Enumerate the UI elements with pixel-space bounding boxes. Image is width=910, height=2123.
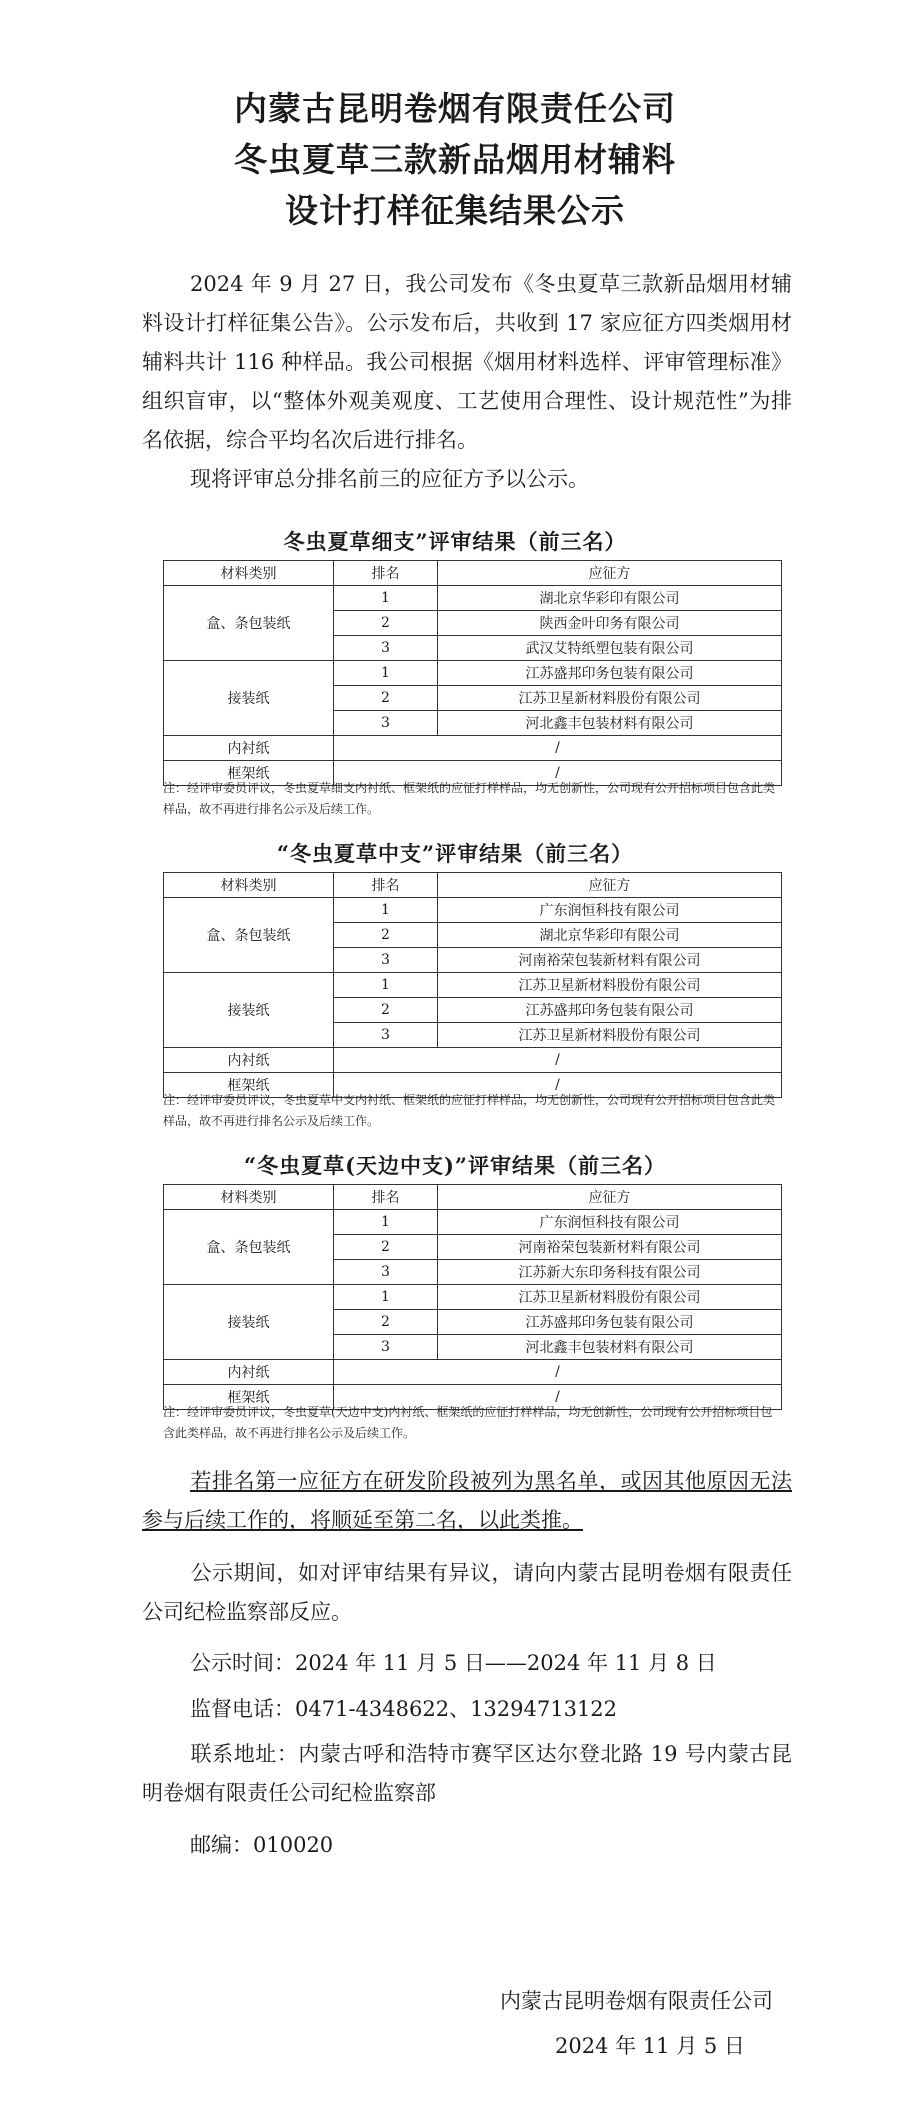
applicant-cell: 江苏盛邦印务包装有限公司	[438, 661, 782, 686]
applicant-cell: 广东润恒科技有限公司	[438, 1210, 782, 1235]
intro-paragraph	[142, 265, 792, 460]
title-line-2: 冬虫夏草三款新品烟用材辅料	[234, 140, 676, 179]
table-row	[164, 1048, 782, 1073]
title-line-1: 内蒙古昆明卷烟有限责任公司	[234, 89, 676, 128]
rank-cell: 2	[334, 1235, 438, 1260]
category-cell: 接装纸	[164, 973, 334, 1048]
applicant-cell: 武汉艾特纸塑包装有限公司	[438, 636, 782, 661]
rank-cell: 2	[334, 923, 438, 948]
category-cell: 框架纸	[164, 761, 334, 786]
rank-cell: 1	[334, 586, 438, 611]
header-category: 材料类别	[164, 561, 334, 586]
category-cell: 内衬纸	[164, 1048, 334, 1073]
header-applicant: 应征方	[438, 561, 782, 586]
table-header-row	[164, 1185, 782, 1210]
publicity-period: 公示时间：2024 年 11 月 5 日——2024 年 11 月 8 日	[190, 1651, 717, 1675]
table-2-caption: “冬虫夏草中支”评审结果（前三名）	[276, 841, 634, 866]
rank-cell: 3	[334, 1023, 438, 1048]
applicant-cell: 河北鑫丰包装材料有限公司	[438, 1335, 782, 1360]
table-1-note: 注：经评审委员评议，冬虫夏草细支内衬纸、框架纸的应征打样样品，均无创新性，公司现有公开招标项目包含此类样品，故不再进行排名公示及后续工作。	[163, 781, 776, 816]
header-applicant: 应征方	[438, 1185, 782, 1210]
applicant-cell: 江苏卫星新材料股份有限公司	[438, 973, 782, 998]
table-3	[163, 1184, 782, 1410]
header-category: 材料类别	[164, 873, 334, 898]
rank-cell: 3	[334, 636, 438, 661]
applicant-cell: 河南裕荣包装新材料有限公司	[438, 1235, 782, 1260]
rank-cell: 3	[334, 1260, 438, 1285]
applicant-cell: 广东润恒科技有限公司	[438, 898, 782, 923]
category-cell: 框架纸	[164, 1073, 334, 1098]
rank-cell: 1	[334, 1210, 438, 1235]
header-rank: 排名	[334, 561, 438, 586]
blacklist-paragraph	[142, 1462, 792, 1540]
intro2-text: 现将评审总分排名前三的应征方予以公示。	[190, 467, 589, 491]
table-header-row	[164, 561, 782, 586]
header-rank: 排名	[334, 1185, 438, 1210]
table-header-row	[164, 873, 782, 898]
category-cell: 内衬纸	[164, 1360, 334, 1385]
rank-cell: 2	[334, 686, 438, 711]
header-category: 材料类别	[164, 1185, 334, 1210]
address-paragraph	[142, 1735, 792, 1813]
table-2	[163, 872, 782, 1098]
empty-cell: /	[334, 761, 782, 786]
table-row	[164, 736, 782, 761]
category-cell: 接装纸	[164, 661, 334, 736]
category-cell: 盒、条包装纸	[164, 586, 334, 661]
empty-cell: /	[334, 1048, 782, 1073]
postcode: 邮编：010020	[190, 1833, 334, 1857]
blacklist-text: 若排名第一应征方在研发阶段被列为黑名单，或因其他原因无法参与后续工作的，将顺延至第二名，以此类推。	[142, 1469, 792, 1532]
objection-text: 公示期间，如对评审结果有异议，请向内蒙古昆明卷烟有限责任公司纪检监察部反应。	[142, 1561, 792, 1624]
header-rank: 排名	[334, 873, 438, 898]
applicant-cell: 江苏卫星新材料股份有限公司	[438, 1285, 782, 1310]
table-row	[164, 661, 782, 686]
table-row	[164, 898, 782, 923]
category-cell: 接装纸	[164, 1285, 334, 1360]
table-3-caption: “冬虫夏草(天边中支)”评审结果（前三名）	[243, 1153, 667, 1178]
table-2-note: 注：经评审委员评议，冬虫夏草中支内衬纸、框架纸的应征打样样品，均无创新性，公司现有公开招标项目包含此类样品，故不再进行排名公示及后续工作。	[163, 1093, 776, 1128]
empty-cell: /	[334, 1385, 782, 1410]
header-applicant: 应征方	[438, 873, 782, 898]
category-cell: 盒、条包装纸	[164, 898, 334, 973]
applicant-cell: 湖北京华彩印有限公司	[438, 923, 782, 948]
rank-cell: 1	[334, 1285, 438, 1310]
intro-paragraph-2	[142, 460, 792, 499]
empty-cell: /	[334, 1360, 782, 1385]
rank-cell: 3	[334, 948, 438, 973]
rank-cell: 2	[334, 1310, 438, 1335]
signature-organization: 内蒙古昆明卷烟有限责任公司	[500, 1989, 773, 2013]
applicant-cell: 江苏盛邦印务包装有限公司	[438, 998, 782, 1023]
category-cell: 内衬纸	[164, 736, 334, 761]
empty-cell: /	[334, 1073, 782, 1098]
rank-cell: 1	[334, 973, 438, 998]
intro-text: 2024 年 9 月 27 日，我公司发布《冬虫夏草三款新品烟用材辅料设计打样征集公告》。公示发布后，共收到 17 家应征方四类烟用材辅料共计 116 种样品。我公司根据《烟用材料选样、评审管理标准》组织盲审，以“整体外观美观度、工艺使用合理性、设计规范性”为排名依据，综合平均名次后进行排名。	[142, 272, 792, 452]
category-cell: 盒、条包装纸	[164, 1210, 334, 1285]
table-row	[164, 586, 782, 611]
supervision-phone: 监督电话：0471-4348622、13294713122	[190, 1697, 618, 1721]
applicant-cell: 陕西金叶印务有限公司	[438, 611, 782, 636]
title-line-3: 设计打样征集结果公示	[285, 191, 625, 230]
empty-cell: /	[334, 736, 782, 761]
applicant-cell: 江苏盛邦印务包装有限公司	[438, 1310, 782, 1335]
applicant-cell: 江苏卫星新材料股份有限公司	[438, 1023, 782, 1048]
table-row	[164, 1210, 782, 1235]
rank-cell: 1	[334, 661, 438, 686]
table-3-note: 注：经评审委员评议，冬虫夏草(天边中支)内衬纸、框架纸的应征打样样品，均无创新性，公司现有公开招标项目包含此类样品，故不再进行排名公示及后续工作。	[163, 1405, 773, 1440]
applicant-cell: 河南裕荣包装新材料有限公司	[438, 948, 782, 973]
table-1-caption: 冬虫夏草细支”评审结果（前三名）	[283, 529, 627, 554]
rank-cell: 3	[334, 711, 438, 736]
applicant-cell: 河北鑫丰包装材料有限公司	[438, 711, 782, 736]
applicant-cell: 江苏新大东印务科技有限公司	[438, 1260, 782, 1285]
address-text: 联系地址：内蒙古呼和浩特市赛罕区达尔登北路 19 号内蒙古昆明卷烟有限责任公司纪检监察部	[142, 1742, 792, 1805]
table-row	[164, 973, 782, 998]
signature-date: 2024 年 11 月 5 日	[555, 2034, 745, 2058]
rank-cell: 2	[334, 611, 438, 636]
category-cell: 框架纸	[164, 1385, 334, 1410]
rank-cell: 3	[334, 1335, 438, 1360]
objection-paragraph	[142, 1554, 792, 1632]
applicant-cell: 江苏卫星新材料股份有限公司	[438, 686, 782, 711]
table-row	[164, 1285, 782, 1310]
table-row	[164, 1360, 782, 1385]
rank-cell: 2	[334, 998, 438, 1023]
table-1	[163, 560, 782, 786]
applicant-cell: 湖北京华彩印有限公司	[438, 586, 782, 611]
rank-cell: 1	[334, 898, 438, 923]
